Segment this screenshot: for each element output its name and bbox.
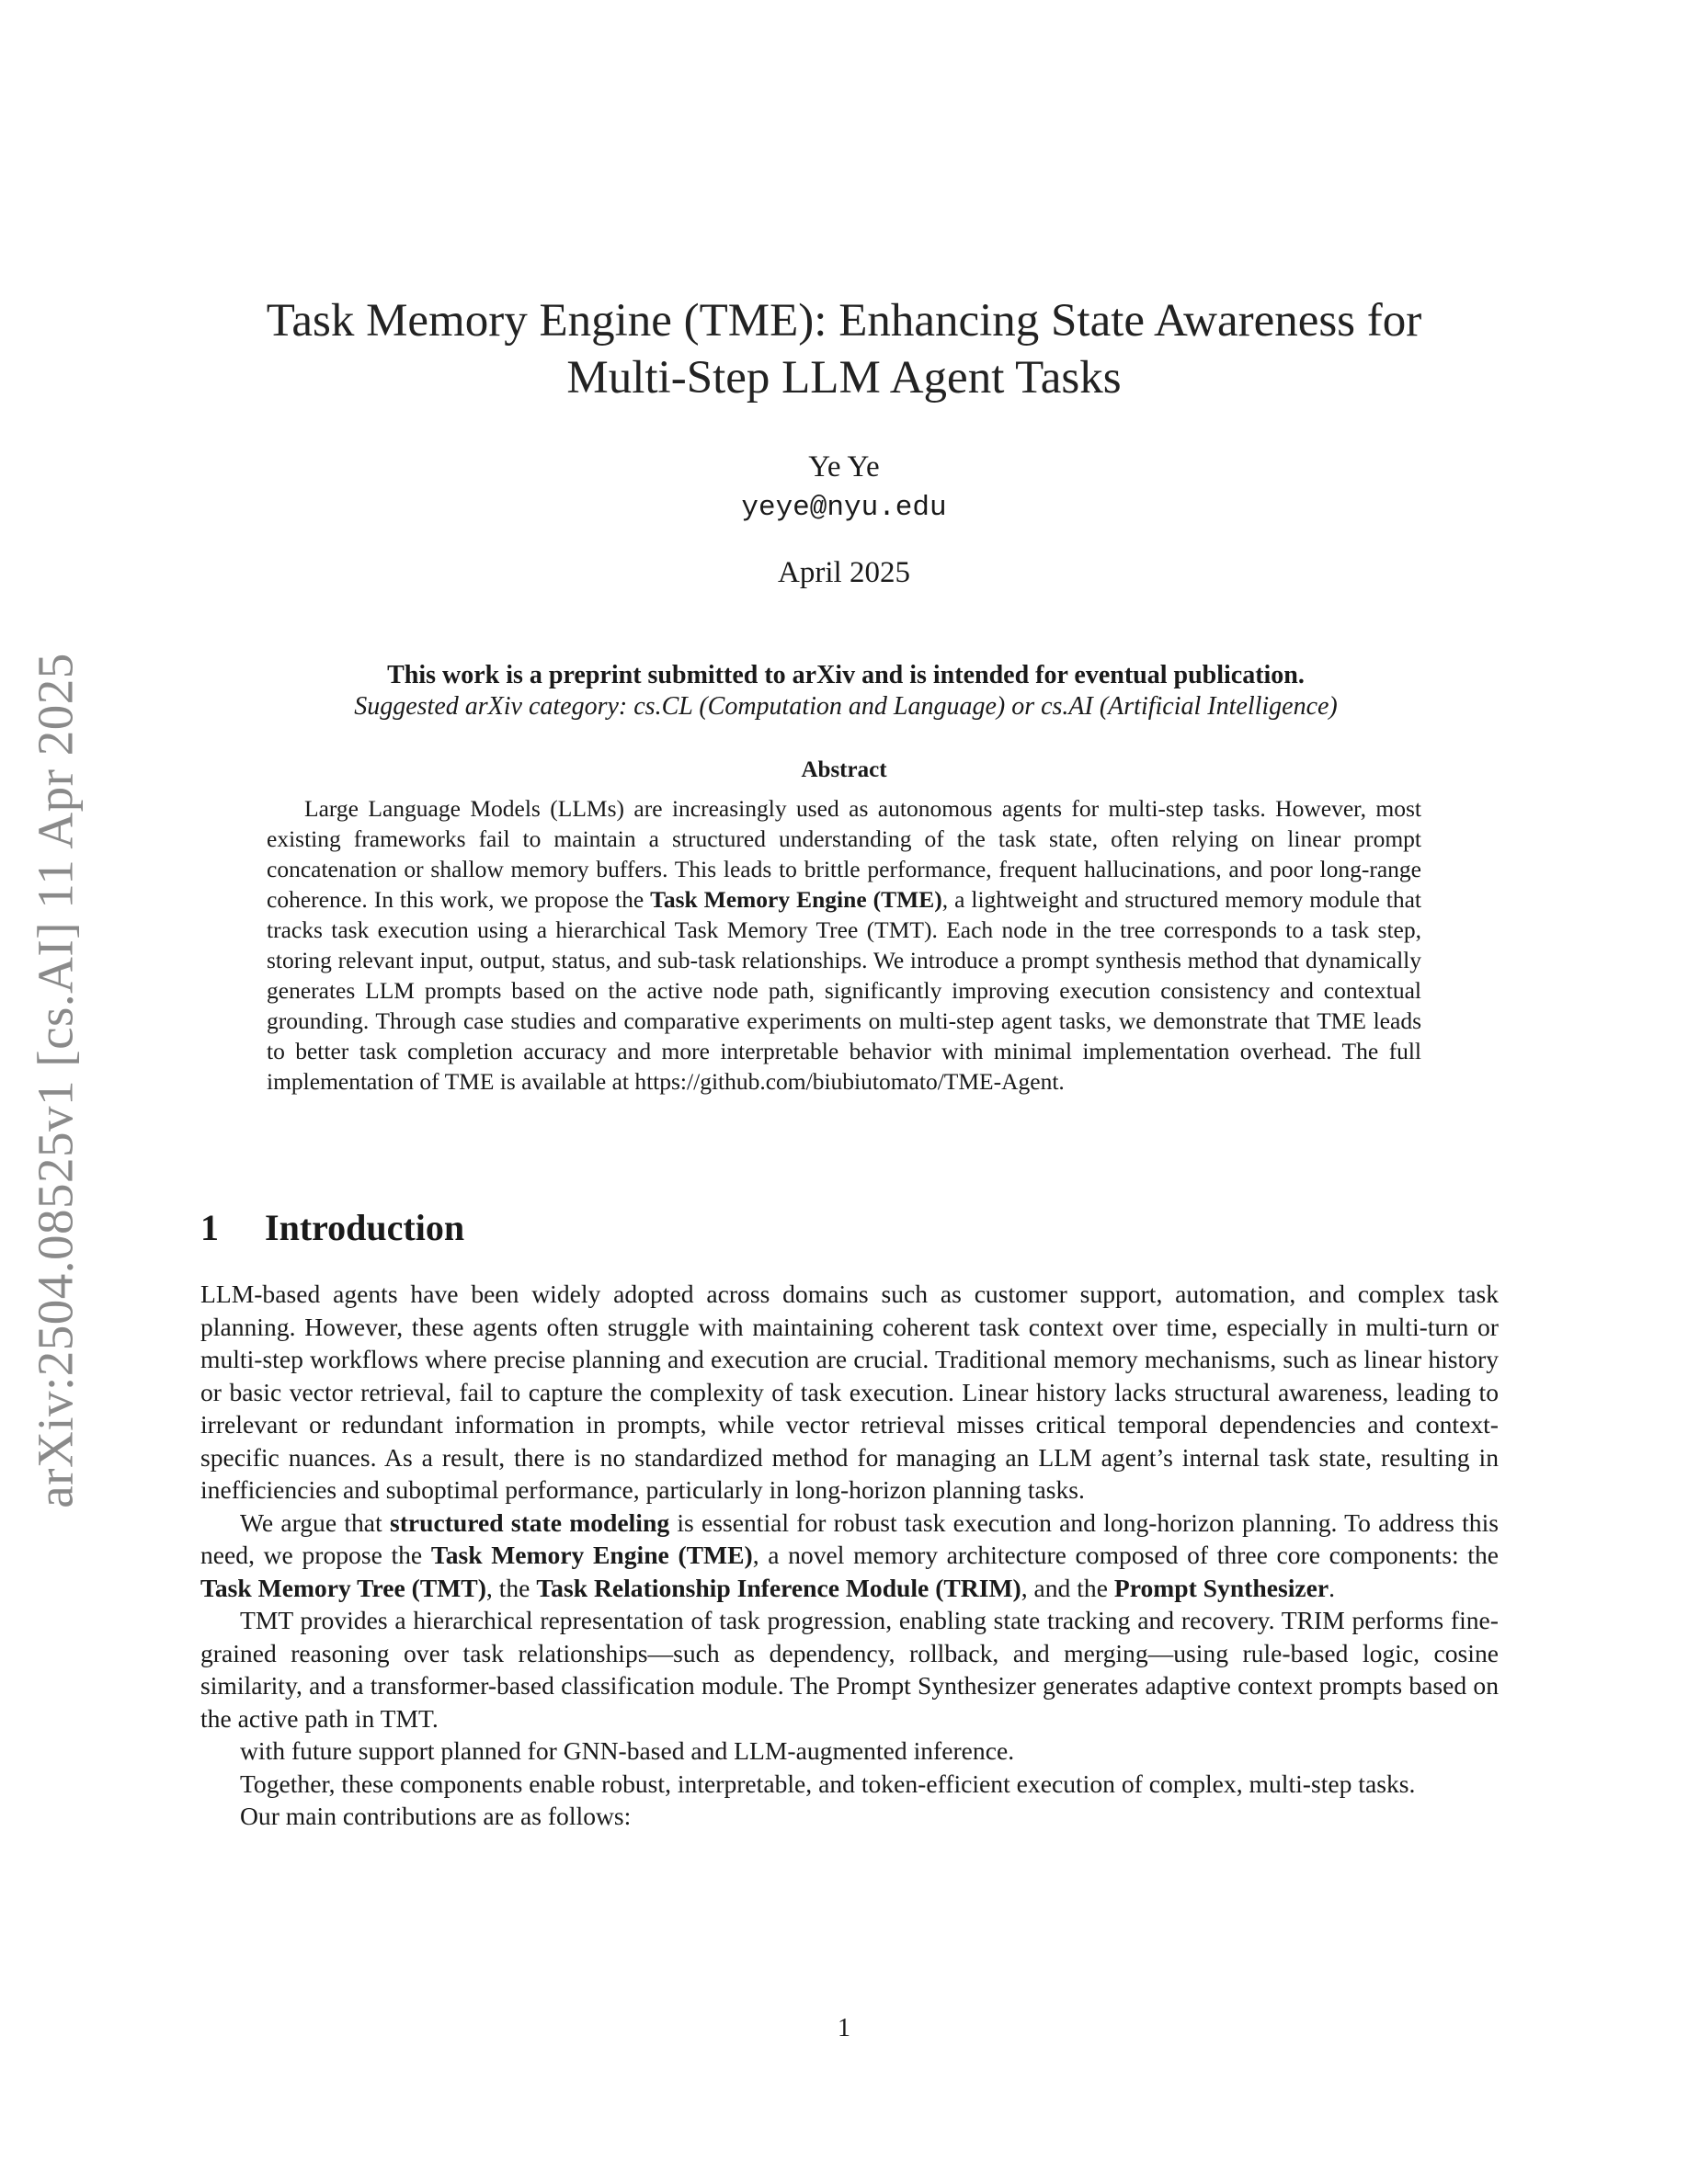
paragraph-text: . xyxy=(1329,1573,1336,1602)
page-number: 1 xyxy=(838,2014,850,2042)
bold-term: Prompt Synthesizer xyxy=(1113,1573,1329,1602)
author-name: Ye Ye xyxy=(808,450,880,483)
abstract-text-1: Large Language Models (LLMs) are increasingly used as autonomous agents for multi-step tasks. However, most existing frameworks fail to maintain a structured understanding of the task state, often relying on linear prompt concatenation or shallow memory buffers. This leads to brittle performance, frequent hallucinations, and poor long-range coherence. In this work, we propose the xyxy=(267,795,1421,913)
paragraph: Together, these components enable robust, interpretable, and token-efficient execution of complex, multi-step tasks. xyxy=(240,1769,1416,1798)
section-number: 1 xyxy=(200,1207,219,1248)
title-line-1: Task Memory Engine (TME): Enhancing State Awareness for xyxy=(266,295,1422,347)
bold-term: structured state modeling xyxy=(389,1507,670,1537)
paragraph: TMT provides a hierarchical representation of task progression, enabling state tracking and recovery. TRIM performs fine-grained reasoning over task relationships—such as dependency, rollback, and merging—using rule-based logic, cosine similarity, and a transformer-based classification module. The Prompt Synthesizer generates adaptive context prompts based on the active path in TMT. xyxy=(200,1606,1499,1733)
publication-date: April 2025 xyxy=(778,556,910,589)
paragraph-text: , and the xyxy=(1021,1573,1114,1602)
paragraph: Our main contributions are as follows: xyxy=(240,1802,632,1830)
abstract-heading: Abstract xyxy=(801,757,887,782)
title-line-2: Multi-Step LLM Agent Tasks xyxy=(566,352,1122,404)
paragraph-text: , a novel memory architecture composed of three core components: the xyxy=(752,1541,1499,1569)
preprint-notice: This work is a preprint submitted to arXiv and is intended for eventual publication. xyxy=(387,661,1305,689)
abstract-text-2: , a lightweight and structured memory module that tracks task execution using a hierarchical Task Memory Tree (TMT). Each node in the tree corresponds to a task step, storing relevant input, output, status, and sub-task relationships. We introduce a prompt synthesis method that dynamically generates LLM prompts based on the active node path, significantly improving execution consistency and contextual grounding. Through case studies and comparative experiments on multi-step agent tasks, we demonstrate that TME leads to better task completion accuracy and more interpretable behavior with minimal implementation overhead. The full implementation of TME is available at https://github.com/biubiutomato/TME-Agent. xyxy=(267,886,1421,1095)
arxiv-identifier: arXiv:2504.08525v1 [cs.AI] 11 Apr 2025 xyxy=(27,652,84,1508)
paragraph xyxy=(200,1507,1499,1605)
arxiv-category-note: Suggested arXiv category: cs.CL (Computation and Language) or cs.AI (Artificial Intelligence) xyxy=(354,692,1338,721)
paragraph: LLM-based agents have been widely adopted across domains such as customer support, automation, and complex task planning. However, these agents often struggle with maintaining coherent task context over time, especially in multi-turn or multi-step workflows where precise planning and execution are crucial. Traditional memory mechanisms, such as linear history or basic vector retrieval, fail to capture the complexity of task execution. Linear history lacks structural awareness, leading to irrelevant or redundant information in prompts, while vector retrieval misses critical temporal dependencies and context-specific nuances. As a result, there is no standardized method for managing an LLM agent’s internal task state, resulting in inefficiencies and suboptimal performance, particularly in long-horizon planning tasks. xyxy=(200,1280,1499,1504)
paper-title xyxy=(200,292,1488,406)
author-email: yeye@nyu.edu xyxy=(741,492,947,524)
paragraph-text: We argue that xyxy=(240,1507,390,1537)
paragraph-text: is essential for robust task execution and long-horizon planning. To address this need, we propose the xyxy=(200,1507,1500,1569)
bold-term: Task Relationship Inference Module (TRIM) xyxy=(536,1573,1021,1602)
paragraph: with future support planned for GNN-based and LLM-augmented inference. xyxy=(240,1736,1015,1765)
arxiv-side-stamp xyxy=(0,597,110,1563)
introduction-body xyxy=(200,1278,1499,1833)
abstract-body xyxy=(267,793,1421,1097)
bold-term: Task Memory Engine (TME) xyxy=(430,1541,753,1569)
section-heading xyxy=(200,1206,464,1250)
bold-term: Task Memory Tree (TMT) xyxy=(200,1573,486,1602)
section-title: Introduction xyxy=(265,1207,465,1248)
paragraph-text: , the xyxy=(485,1573,537,1602)
abstract-bold-tme: Task Memory Engine (TME) xyxy=(650,886,942,913)
